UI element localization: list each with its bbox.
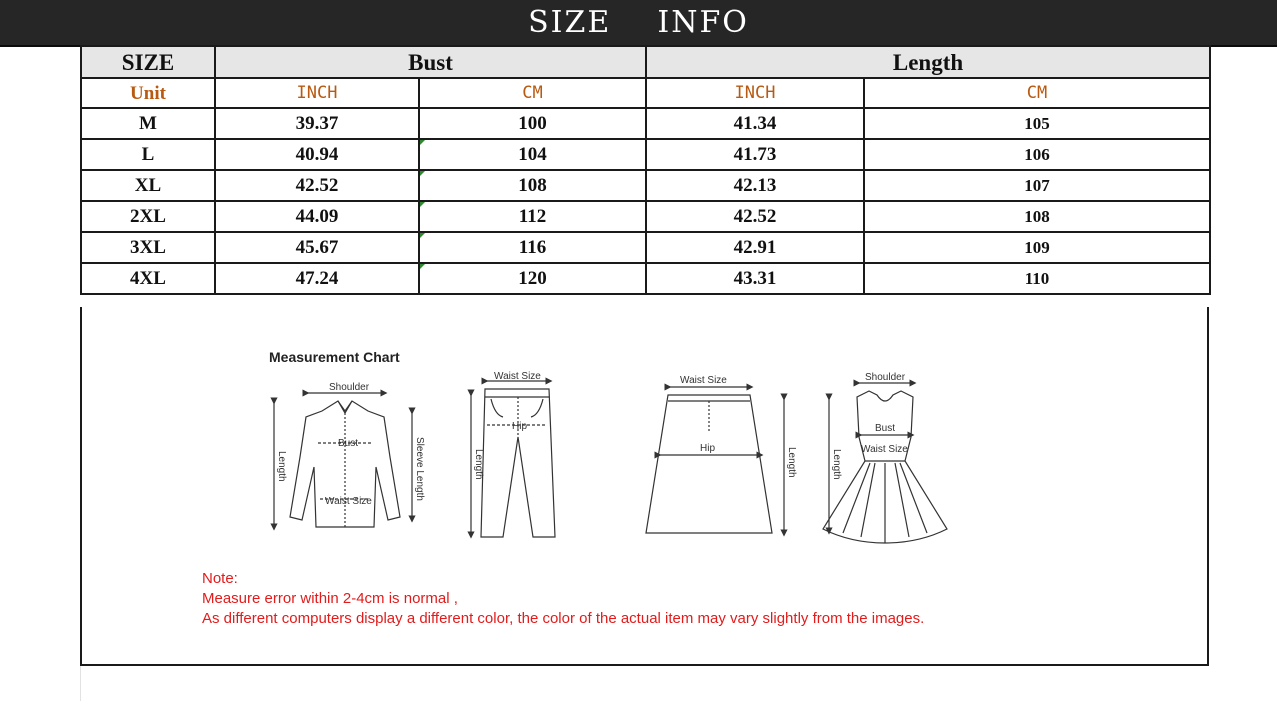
cell-length-inch: 41.34 bbox=[646, 108, 864, 139]
header-bust: Bust bbox=[215, 46, 646, 78]
cell-bust-cm: 108 bbox=[419, 170, 646, 201]
title-banner bbox=[0, 0, 1277, 47]
cell-bust-cm: 116 bbox=[419, 232, 646, 263]
skirt-length-label: Length bbox=[786, 447, 797, 478]
note-block bbox=[202, 569, 924, 629]
cell-bust-inch: 45.67 bbox=[215, 232, 419, 263]
cell-size: 4XL bbox=[81, 263, 215, 294]
cell-length-inch: 42.52 bbox=[646, 201, 864, 232]
measurement-chart-panel bbox=[80, 307, 1209, 666]
unit-bust-cm: CM bbox=[419, 78, 646, 108]
shirt-shoulder-label: Shoulder bbox=[329, 382, 370, 393]
dress-diagram bbox=[823, 372, 947, 543]
cell-bust-inch: 44.09 bbox=[215, 201, 419, 232]
cell-length-inch: 42.13 bbox=[646, 170, 864, 201]
cell-length-cm: 109 bbox=[864, 232, 1210, 263]
cell-bust-inch: 39.37 bbox=[215, 108, 419, 139]
shirt-waist-label: Waist Size bbox=[325, 496, 372, 507]
unit-label: Unit bbox=[81, 78, 215, 108]
cell-bust-cm: 120 bbox=[419, 263, 646, 294]
cell-bust-cm: 104 bbox=[419, 139, 646, 170]
cell-size: L bbox=[81, 139, 215, 170]
page-edge-rule bbox=[80, 666, 81, 701]
table-row bbox=[81, 170, 1210, 201]
cell-size: M bbox=[81, 108, 215, 139]
skirt-hip-label: Hip bbox=[700, 443, 716, 454]
cell-length-cm: 106 bbox=[864, 139, 1210, 170]
table-row bbox=[81, 201, 1210, 232]
cell-length-cm: 108 bbox=[864, 201, 1210, 232]
note-line-1: Measure error within 2-4cm is normal , bbox=[202, 590, 458, 607]
cell-length-inch: 42.91 bbox=[646, 232, 864, 263]
skirt-waist-label: Waist Size bbox=[680, 375, 727, 386]
shirt-length-label: Length bbox=[276, 451, 287, 482]
skirt-diagram bbox=[646, 375, 797, 533]
cell-size: 3XL bbox=[81, 232, 215, 263]
size-table bbox=[80, 45, 1211, 295]
table-row bbox=[81, 108, 1210, 139]
chart-title: Measurement Chart bbox=[269, 349, 400, 365]
unit-row bbox=[81, 78, 1210, 108]
banner-title: SIZE INFO bbox=[528, 5, 749, 40]
cell-bust-cm: 100 bbox=[419, 108, 646, 139]
cell-bust-cm: 112 bbox=[419, 201, 646, 232]
dress-shoulder-label: Shoulder bbox=[865, 372, 906, 383]
cell-size: XL bbox=[81, 170, 215, 201]
shirt-diagram bbox=[274, 382, 425, 527]
cell-bust-inch: 47.24 bbox=[215, 263, 419, 294]
pants-waist-label: Waist Size bbox=[494, 371, 541, 382]
table-row bbox=[81, 139, 1210, 170]
pants-hip-label: Hip bbox=[512, 421, 528, 432]
cell-bust-inch: 42.52 bbox=[215, 170, 419, 201]
shirt-sleeve-label: Sleeve Length bbox=[414, 437, 425, 501]
cell-length-cm: 107 bbox=[864, 170, 1210, 201]
unit-length-cm: CM bbox=[864, 78, 1210, 108]
garment-diagrams bbox=[262, 367, 962, 557]
header-size: SIZE bbox=[81, 46, 215, 78]
dress-length-label: Length bbox=[831, 449, 842, 480]
dress-waist-label: Waist Size bbox=[861, 444, 908, 455]
cell-bust-inch: 40.94 bbox=[215, 139, 419, 170]
shirt-bust-label: Bust bbox=[338, 438, 359, 449]
table-row bbox=[81, 263, 1210, 294]
table-row bbox=[81, 232, 1210, 263]
cell-length-cm: 110 bbox=[864, 263, 1210, 294]
note-line-2: As different computers display a different color, the color of the actual item may vary slightly from the images. bbox=[202, 610, 925, 627]
cell-length-inch: 43.31 bbox=[646, 263, 864, 294]
note-heading: Note: bbox=[202, 570, 238, 587]
pants-length-label: Length bbox=[473, 449, 484, 480]
cell-length-cm: 105 bbox=[864, 108, 1210, 139]
pants-diagram bbox=[471, 371, 555, 537]
unit-bust-inch: INCH bbox=[215, 78, 419, 108]
dress-bust-label: Bust bbox=[875, 423, 896, 434]
cell-size: 2XL bbox=[81, 201, 215, 232]
unit-length-inch: INCH bbox=[646, 78, 864, 108]
cell-length-inch: 41.73 bbox=[646, 139, 864, 170]
header-length: Length bbox=[646, 46, 1210, 78]
header-row bbox=[81, 46, 1210, 78]
